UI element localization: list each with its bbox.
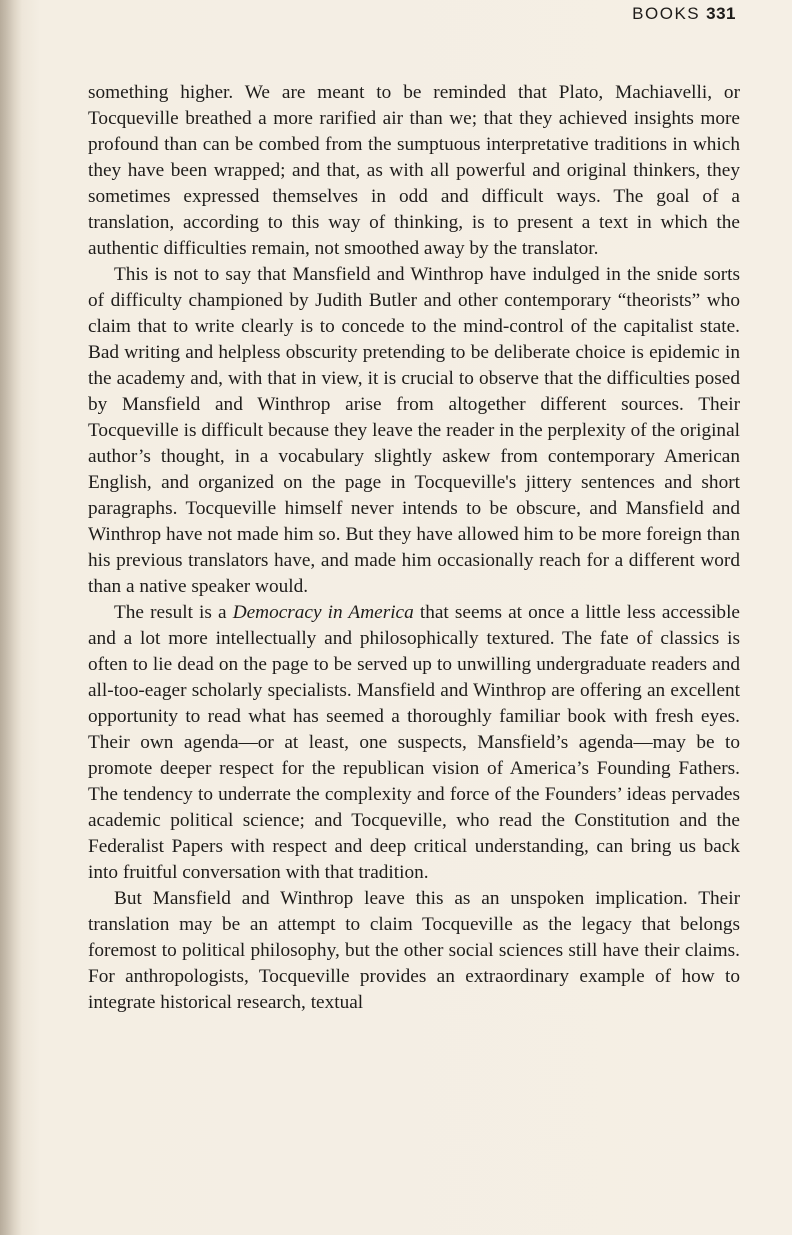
book-title-italic: Democracy in America xyxy=(232,602,414,623)
page-gutter-shadow xyxy=(0,0,22,1235)
page-number: 331 xyxy=(706,4,736,23)
body-text xyxy=(88,80,740,1016)
section-title: BOOKS xyxy=(632,4,701,23)
running-head xyxy=(632,4,736,24)
paragraph-2: This is not to say that Mansfield and Winthrop have indulged in the snide sorts of difficulty championed by Judith Butler and other contemporary “theorists” who claim that to write clearly is to concede to the mind-control of the capitalist state. Bad writing and helpless obscurity pretending to be deliberate choice is epidemic in the academy and, with that in view, it is crucial to observe that the difficulties posed by Mansfield and Winthrop arise from altogether different sources. Their Tocqueville is difficult because they leave the reader in the perplexity of the original author’s thought, in a vocabulary slightly askew from contemporary American English, and organized on the page in Tocqueville's jittery sentences and short paragraphs. Tocqueville himself never intends to be obscure, and Mansfield and Winthrop have not made him so. But they have allowed him to be more foreign than his previous translators have, and made him occasionally reach for a different word than a native speaker would. xyxy=(88,264,740,597)
paragraph-3-rest: that seems at once a little less accessible and a lot more intellectually and philosophically textured. The fate of classics is often to lie dead on the page to be served up to unwilling undergraduate readers and all-too-eager scholarly specialists. Mansfield and Winthrop are offering an excellent opportunity to read what has seemed a thoroughly familiar book with fresh eyes. Their own agenda—or at least, one suspects, Mansfield’s agenda—may be to promote deeper respect for the republican vision of America’s Founding Fathers. The tendency to underrate the complexity and force of the Founders’ ideas pervades academic political science; and Tocqueville, who read the Constitution and the Federalist Papers with respect and deep critical understanding, can bring us back into fruitful conversation with that tradition. xyxy=(88,602,740,883)
paragraph-3-lead: The result is a xyxy=(114,602,233,623)
paragraph-1: something higher. We are meant to be reminded that Plato, Machiavelli, or Tocqueville breathed a more rarified air than we; that they achieved insights more profound than can be combed from the sumptuous interpretative traditions in which they have been wrapped; and that, as with all powerful and original thinkers, they sometimes expressed themselves in odd and difficult ways. The goal of a translation, according to this way of thinking, is to present a text in which the authentic difficulties remain, not smoothed away by the translator. xyxy=(88,82,740,259)
paragraph-4: But Mansfield and Winthrop leave this as an unspoken implication. Their translation may be an attempt to claim Tocqueville as the legacy that belongs foremost to political philosophy, but the other social sciences still have their claims. For anthropologists, Tocqueville provides an extraordinary example of how to integrate historical research, textual xyxy=(88,888,740,1013)
paragraph-3 xyxy=(88,600,740,886)
